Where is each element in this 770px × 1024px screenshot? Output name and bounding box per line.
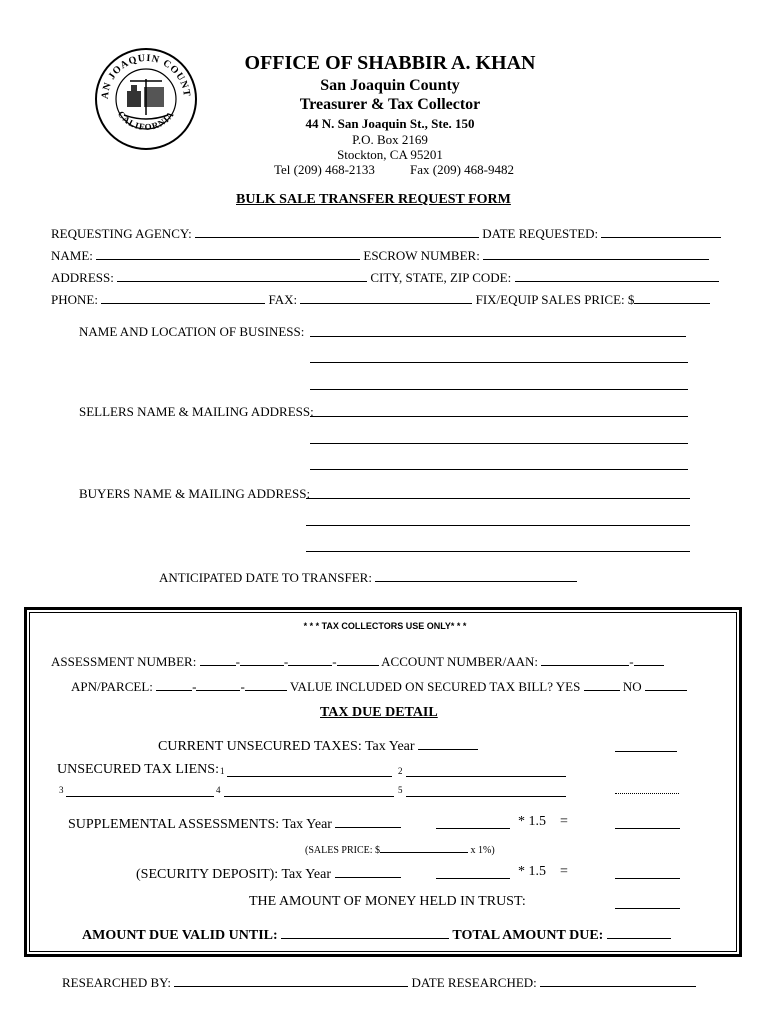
name-label: NAME: [51, 248, 93, 263]
lien-5-number: 5 [398, 785, 403, 795]
buyers-line-3[interactable] [306, 551, 690, 552]
apn-label: APN/PARCEL: [71, 679, 153, 694]
supplemental-base[interactable] [436, 828, 510, 829]
phone-label: PHONE: [51, 292, 98, 307]
date-requested-field[interactable] [601, 225, 721, 238]
security-deposit-factor: * 1.5 [518, 864, 546, 879]
assessment-part-2[interactable] [240, 653, 284, 666]
apn-part-2[interactable] [196, 678, 240, 691]
use-only-label: * * * TAX COLLECTORS USE ONLY* * * [303, 621, 467, 631]
security-deposit-year[interactable] [335, 864, 401, 878]
current-unsecured-amount[interactable] [615, 751, 677, 752]
account-part-1[interactable] [541, 653, 629, 666]
x1pct-label: x 1%) [470, 845, 495, 856]
buyers-line-2[interactable] [306, 525, 690, 526]
held-in-trust-label: THE AMOUNT OF MONEY HELD IN TRUST: [249, 894, 526, 909]
yes-field[interactable] [584, 678, 620, 691]
city-state-zip-label: CITY, STATE, ZIP CODE: [370, 270, 512, 285]
city-line: Stockton, CA 95201 [337, 147, 443, 162]
valid-until-field[interactable] [281, 925, 449, 939]
sales-price-field[interactable] [380, 843, 468, 853]
unsecured-liens-label: UNSECURED TAX LIENS: [57, 762, 219, 777]
svg-text:SAN JOAQUIN COUNTY [94, 47, 192, 99]
fix-equip-field[interactable] [634, 291, 710, 304]
held-in-trust-amount[interactable] [615, 908, 680, 909]
apn-part-3[interactable] [245, 678, 287, 691]
business-line-3[interactable] [310, 389, 688, 390]
account-part-2[interactable] [634, 653, 664, 666]
name-field[interactable] [96, 247, 360, 260]
fax-field[interactable] [300, 291, 472, 304]
total-due-field[interactable] [607, 925, 671, 939]
sellers-line-1[interactable] [310, 416, 688, 417]
fix-equip-label: FIX/EQUIP SALES PRICE: $ [475, 292, 635, 307]
county-seal [94, 47, 198, 151]
lien-3-field[interactable] [66, 796, 214, 797]
street-address: 44 N. San Joaquin St., Ste. 150 [305, 116, 475, 131]
requesting-agency-label: REQUESTING AGENCY: [51, 226, 192, 241]
buyers-line-1[interactable] [306, 498, 690, 499]
lien-4-number: 4 [216, 785, 221, 795]
sellers-line-2[interactable] [310, 443, 688, 444]
apn-part-1[interactable] [156, 678, 192, 691]
supplemental-year[interactable] [335, 814, 401, 828]
lien-2-field[interactable] [406, 776, 566, 777]
assessment-part-4[interactable] [337, 653, 379, 666]
business-label: NAME AND LOCATION OF BUSINESS: [79, 324, 305, 339]
department-name: Treasurer & Tax Collector [299, 96, 481, 113]
address-field[interactable] [117, 269, 367, 282]
escrow-number-label: ESCROW NUMBER: [363, 248, 480, 263]
seal-bottom-text: CALIFORNIA [115, 109, 177, 133]
security-deposit-amount[interactable] [615, 878, 680, 879]
business-line-2[interactable] [310, 362, 688, 363]
lien-3-number: 3 [59, 785, 64, 795]
assessment-part-1[interactable] [200, 653, 236, 666]
researched-by-field[interactable] [174, 974, 408, 987]
date-requested-label: DATE REQUESTED: [482, 226, 599, 241]
fax-label: FAX: [268, 292, 298, 307]
anticipated-date-field[interactable] [375, 569, 577, 582]
seal-top-text: AN JOAQUIN COUNT [99, 52, 193, 100]
supplemental-factor: * 1.5 [518, 814, 546, 829]
no-label: NO [622, 679, 642, 694]
sales-price-label: (SALES PRICE: $ [305, 845, 381, 856]
tel-number: Tel (209) 468-2133 [274, 162, 375, 177]
anticipated-date-label: ANTICIPATED DATE TO TRANSFER: [159, 570, 372, 585]
office-title: OFFICE OF SHABBIR A. KHAN [244, 52, 536, 74]
security-deposit-label: (SECURITY DEPOSIT): Tax Year [136, 867, 332, 882]
sellers-label: SELLERS NAME & MAILING ADDRESS: [79, 404, 314, 419]
date-researched-label: DATE RESEARCHED: [411, 975, 537, 990]
valid-until-label: AMOUNT DUE VALID UNTIL: [82, 928, 278, 943]
buyers-label: BUYERS NAME & MAILING ADDRESS: [79, 486, 311, 501]
no-field[interactable] [645, 678, 687, 691]
escrow-number-field[interactable] [483, 247, 709, 260]
supplemental-equals: = [560, 814, 568, 829]
researched-by-label: RESEARCHED BY: [62, 975, 171, 990]
assessment-number-label: ASSESSMENT NUMBER: [51, 654, 197, 669]
security-deposit-equals: = [560, 864, 568, 879]
account-number-label: ACCOUNT NUMBER/AAN: [381, 654, 539, 669]
supplemental-label: SUPPLEMENTAL ASSESSMENTS: Tax Year [68, 817, 332, 832]
sellers-line-3[interactable] [310, 469, 688, 470]
business-line-1[interactable] [310, 336, 686, 337]
current-unsecured-label: CURRENT UNSECURED TAXES: Tax Year [158, 739, 415, 754]
supplemental-amount[interactable] [615, 828, 680, 829]
lien-1-number: 1 [220, 766, 225, 776]
form-title: BULK SALE TRANSFER REQUEST FORM [236, 192, 511, 207]
requesting-agency-field[interactable] [195, 225, 479, 238]
security-deposit-base[interactable] [436, 878, 510, 879]
assessment-part-3[interactable] [288, 653, 332, 666]
current-unsecured-year[interactable] [418, 736, 478, 750]
phone-field[interactable] [101, 291, 265, 304]
tax-due-detail-title: TAX DUE DETAIL [320, 705, 438, 720]
liens-amount[interactable] [615, 793, 679, 794]
fax-number: Fax (209) 468-9482 [410, 162, 514, 177]
total-due-label: TOTAL AMOUNT DUE: [452, 928, 604, 943]
po-box: P.O. Box 2169 [352, 132, 428, 147]
value-included-label: VALUE INCLUDED ON SECURED TAX BILL? YES [289, 679, 581, 694]
lien-5-field[interactable] [406, 796, 566, 797]
address-label: ADDRESS: [51, 270, 114, 285]
date-researched-field[interactable] [540, 974, 696, 987]
city-state-zip-field[interactable] [515, 269, 719, 282]
county-name: San Joaquin County [320, 77, 460, 94]
lien-4-field[interactable] [224, 796, 394, 797]
lien-1-field[interactable] [227, 776, 392, 777]
lien-2-number: 2 [398, 766, 403, 776]
